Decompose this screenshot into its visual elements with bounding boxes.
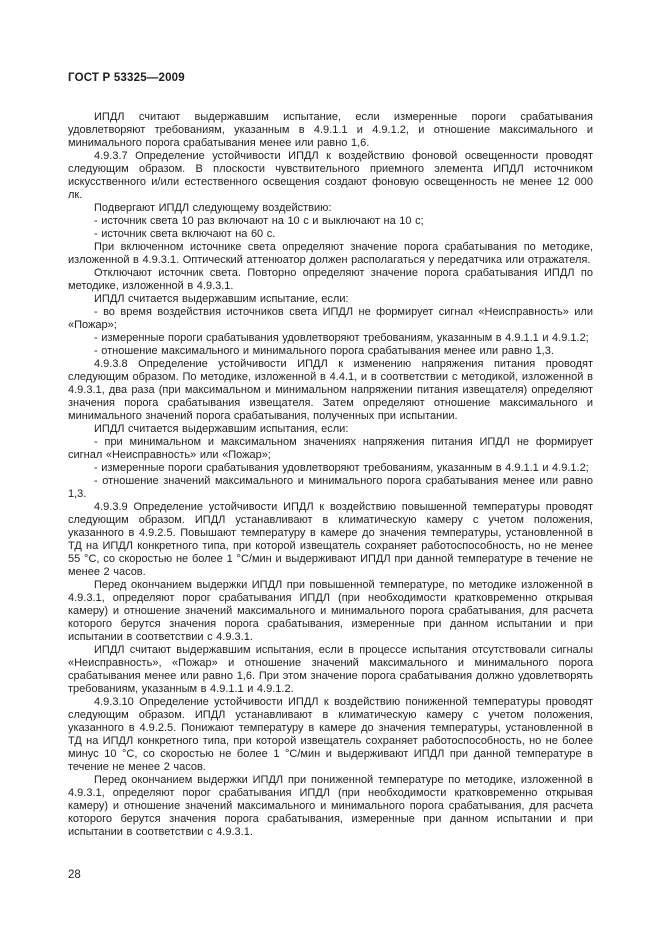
paragraph: - отношение значений максимального и минимального порога срабатывания менее или равно 1,3. [68,475,593,500]
paragraph: Отключают источник света. Повторно определяют значение порога срабатывания ИПДЛ по методике, изложенной в 4.9.3.1. [68,267,593,292]
paragraph: Подвергают ИПДЛ следующему воздействию: [94,202,332,214]
paragraph: 4.9.3.9 Определение устойчивости ИПДЛ к воздействию повышенной температуры проводят следующим образом. ИПДЛ устанавливают в климатическую камеру с учетом положения, указанного в 4.9.2.5. Повышают температуру в камере до значения температуры, установленной в ТД на ИПДЛ конкретного типа, при которой извещатель сохраняет работоспособность, но не менее 55 °С, со скоростью не более 1 °С/мин и выдерживают ИПДЛ при данной температуре в течение не менее 2 часов. [68,501,593,578]
paragraph: Перед окончанием выдержки ИПДЛ при пониженной температуре по методике, изложенной в 4.9.3.1, определяют порог срабатывания ИПДЛ (при необходимости кратковременно открывая камеру) и отношение значений максимального и минимального порога срабатывания, для расчета которого берутся значения порога срабатывания, измеренные при данном испытании и при испытании в соответствии с 4.9.3.1. [68,774,593,838]
document-standard-title: ГОСТ Р 53325—2009 [68,72,185,84]
paragraph: 4.9.3.10 Определение устойчивости ИПДЛ к воздействию пониженной температуры проводят следующим образом. ИПДЛ устанавливают в климатическую камеру с учетом положения, указанного в 4.9.2.5. Понижают температуру в камере до значения температуры, установленной в ТД на ИПДЛ конкретного типа, при которой извещатель сохраняет работоспособность, но не более минус 10 °С, со скоростью не более 1 °С/мин и выдерживают ИПДЛ при данной температуре в течение не менее 2 часов. [68,696,593,773]
paragraph: - во время воздействия источников света ИПДЛ не формирует сигнал «Неисправность» или «Пожар»; [68,306,593,331]
paragraph: ИПДЛ считают выдержавшим испытание, если измеренные пороги срабатывания удовлетворяют требованиям, указанным в 4.9.1.1 и 4.9.1.2, и отношение максимального и минимального порога срабатывания менее или равно 1,6. [68,111,593,149]
paragraph: 4.9.3.8 Определение устойчивости ИПДЛ к изменению напряжения питания проводят следующим образом. По методике, изложенной в 4.4.1, и в соответствии с методикой, изложенной в 4.9.3.1, два раза (при максимальном и минимальном напряжении питания извещателя) определяют значения порога срабатывания извещателя. Затем определяют отношение максимального и минимального значений порога срабатывания, полученных при испытании. [68,358,593,422]
paragraph: При включенном источнике света определяют значение порога срабатывания по методике, изложенной в 4.9.3.1. Оптический аттенюатор должен располагаться у передатчика или отражателя. [68,241,593,266]
paragraph: ИПДЛ считается выдержавшим испытание, если: [94,293,349,305]
paragraph: ИПДЛ считается выдержавшим испытания, если: [94,423,349,435]
paragraph: 4.9.3.7 Определение устойчивости ИПДЛ к воздействию фоновой освещенности проводят следующим образом. В плоскости чувствительного приемного элемента ИПДЛ источником искусственного и/или естественного освещения создают фоновую освещенность не менее 12 000 лк. [68,150,593,201]
paragraph: - измеренные пороги срабатывания удовлетворяют требованиям, указанным в 4.9.1.1 и 4.9.1.2; [94,462,589,474]
paragraph: - при минимальном и максимальном значениях напряжения питания ИПДЛ не формирует сигнал «Неисправность» или «Пожар»; [68,436,593,461]
page-number: 28 [68,869,81,881]
paragraph: - отношение максимального и минимального порога срабатывания менее или равно 1,3. [94,345,554,357]
paragraph: - измеренные пороги срабатывания удовлетворяют требованиям, указанным в 4.9.1.1 и 4.9.1.2; [94,332,589,344]
paragraph: - источник света 10 раз включают на 10 с и выключают на 10 с; [94,215,424,227]
paragraph: Перед окончанием выдержки ИПДЛ при повышенной температуре, по методике изложенной в 4.9.3.1, определяют порог срабатывания ИПДЛ (при необходимости кратковременно открывая камеру) и отношение значений максимального и минимального порога срабатывания, для расчета которого берутся значения порога срабатывания, измеренные при данном испытании и при испытании в соответствии с 4.9.3.1. [68,579,593,643]
paragraph: - источник света включают на 60 с. [94,228,276,240]
paragraph: ИПДЛ считают выдержавшим испытания, если в процессе испытания отсутствовали сигналы «Неисправность», «Пожар» и отношение значений максимального и минимального порога срабатывания менее или равно 1,6. При этом значение порога срабатывания должно удовлетворять требованиям, указанным в 4.9.1.1 и 4.9.1.2. [68,644,593,695]
document-body [68,111,593,839]
